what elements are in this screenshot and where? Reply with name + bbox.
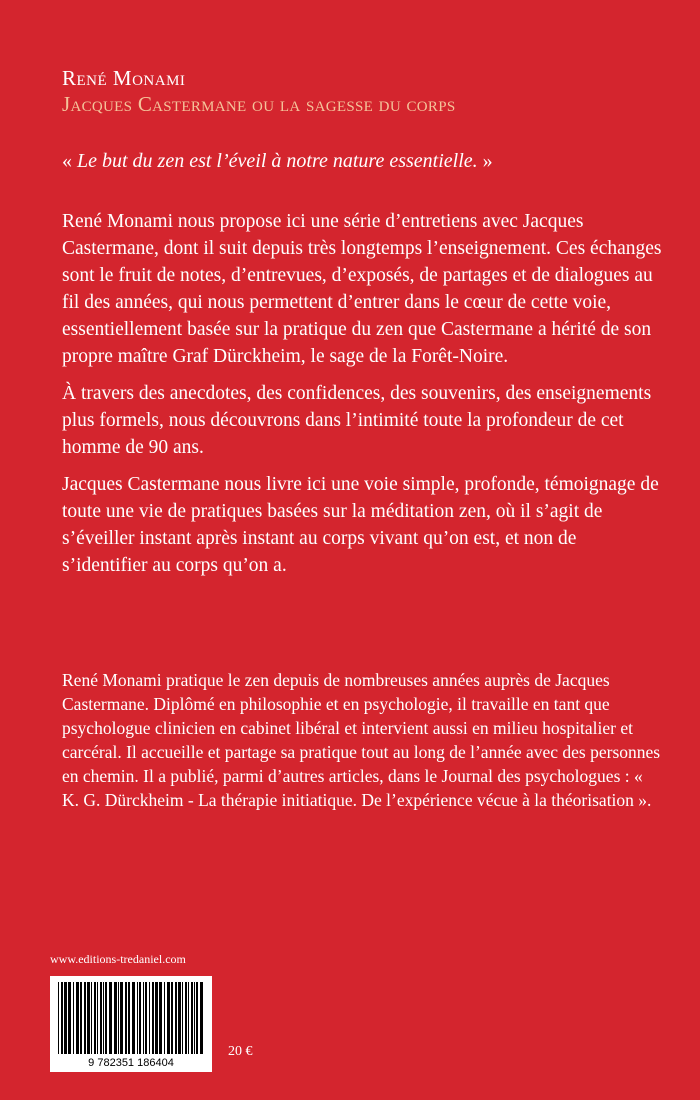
barcode-bar	[105, 982, 107, 1054]
barcode-bar	[164, 982, 165, 1054]
barcode-graphic	[50, 976, 212, 1072]
barcode-bar	[194, 982, 195, 1054]
barcode-bar	[97, 982, 98, 1054]
barcode-bar	[149, 982, 150, 1054]
blurb-paragraph-1: René Monami nous propose ici une série d’entretiens avec Jacques Castermane, dont il suit depuis très longtemps l’enseignement. Ces échanges sont le fruit de notes, d’entrevues, d’exposés, de partages et de dialogues au fil des années, qui nous permettent d’entrer dans le cœur de cette voie, essentiellement basée sur la pratique du zen que Castermane a hérité de son propre maître Graf Dürckheim, le sage de la Forêt-Noire.	[62, 211, 662, 367]
barcode-bar	[61, 982, 63, 1054]
barcode-bar	[94, 982, 96, 1054]
blurb-paragraph-3: Jacques Castermane nous livre ici une voie simple, profonde, témoignage de toute une vie de pratiques basées sur la méditation zen, où il s’agit de s’éveiller instant après instant au corps vivant qu’on est, et non de s’identifier au corps qu’on a.	[62, 474, 659, 576]
barcode-bar	[109, 982, 112, 1054]
barcode-bar	[84, 982, 86, 1054]
barcode-bar	[68, 982, 71, 1054]
barcode-bar	[159, 982, 162, 1054]
isbn-number: 9 782351 186404	[88, 1057, 174, 1069]
barcode-bar	[182, 982, 183, 1054]
barcode-bar	[178, 982, 181, 1054]
barcode-bar	[73, 982, 74, 1054]
barcode-bar	[139, 982, 141, 1054]
barcode-bar	[185, 982, 187, 1054]
publisher-website: www.editions-tredaniel.com	[50, 952, 186, 966]
barcode-bar	[152, 982, 154, 1054]
price: 20 €	[228, 1044, 253, 1059]
author-name: René Monami	[62, 66, 186, 90]
barcode	[50, 976, 212, 1072]
barcode-bar	[64, 982, 67, 1054]
barcode-bar	[100, 982, 102, 1054]
quote-text: Le but du zen est l’éveil à notre nature essentielle.	[77, 150, 478, 172]
barcode-bar	[120, 982, 123, 1054]
barcode-bar	[58, 982, 59, 1054]
quote-close-mark: »	[477, 150, 493, 172]
barcode-bar	[171, 982, 173, 1054]
barcode-bar	[125, 982, 127, 1054]
barcode-bar	[200, 982, 203, 1054]
book-title: Jacques Castermane ou la sagesse du corps	[62, 92, 456, 116]
barcode-bar	[118, 982, 119, 1054]
barcode-bar	[196, 982, 198, 1054]
barcode-bar	[175, 982, 177, 1054]
barcode-bar	[114, 982, 117, 1054]
barcode-bar	[145, 982, 147, 1054]
quote-open-mark: «	[62, 150, 77, 172]
blurb-paragraph-2: À travers des anecdotes, des confidences, des souvenirs, des enseignements plus formels, nous découvrons dans l’intimité toute la profondeur de cet homme de 90 ans.	[62, 383, 652, 458]
author-bio: René Monami pratique le zen depuis de nombreuses années auprès de Jacques Castermane. Diplômé en philosophie et en psychologie, il travaille en tant que psychologue clinicien en cabinet libéral et intervient aussi en milieu hospitalier et carcéral. Il accueille et partage sa pratique tout au long de l’année avec des personnes en chemin. Il a publié, parmi d’autres articles, dans le Journal des psychologues : « K. G. Dürckheim - La thérapie initiatique. De l’expérience vécue à la théorisation ».	[62, 670, 661, 810]
barcode-bar	[91, 982, 92, 1054]
barcode-bar	[103, 982, 104, 1054]
barcode-bar	[155, 982, 158, 1054]
barcode-bar	[87, 982, 90, 1054]
book-blurb	[62, 208, 662, 589]
epigraph-quote	[62, 150, 493, 173]
barcode-bar	[128, 982, 130, 1054]
barcode-bar	[188, 982, 189, 1054]
barcode-bar	[191, 982, 193, 1054]
barcode-bar	[167, 982, 170, 1054]
barcode-bar	[132, 982, 135, 1054]
barcode-bar	[143, 982, 144, 1054]
barcode-bar	[76, 982, 79, 1054]
barcode-bar	[137, 982, 138, 1054]
barcode-bar	[80, 982, 82, 1054]
